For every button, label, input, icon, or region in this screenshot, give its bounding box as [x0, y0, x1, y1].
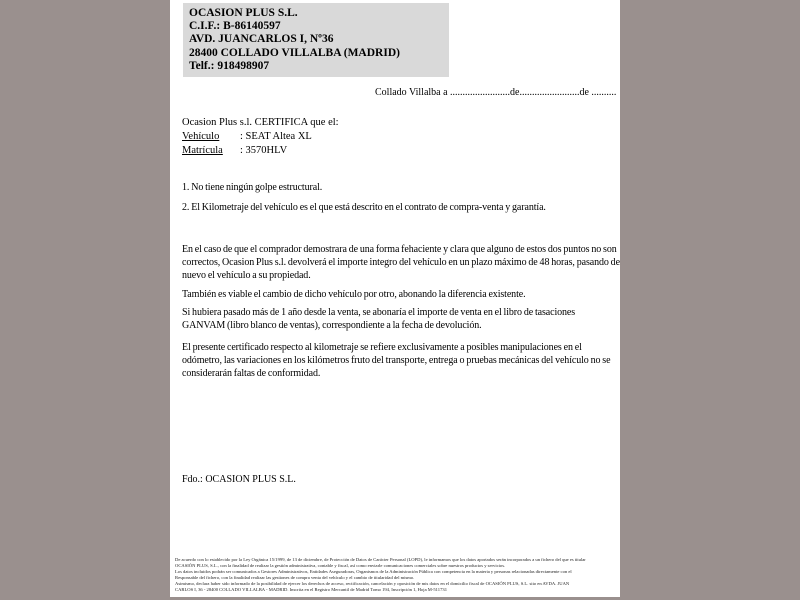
vehicle-field	[182, 130, 339, 144]
letterhead-cif: C.I.F.: B-86140597	[189, 20, 281, 33]
letterhead	[183, 3, 449, 77]
letterhead-address: AVD. JUANCARLOS I, Nº36	[189, 33, 334, 46]
legal-line: De acuerdo con lo establecido por la Ley Orgánica 15/1999, de 13 de diciembre, de Protección de Datos de Carácter Personal (LOPD), le informamos que los datos aportados serán incorporados a un fichero del que es titular	[175, 557, 586, 562]
legal-line: OCASIÓN PLUS, S.L., con la finalidad de realizar la gestión administrativa, contable y fiscal, así como enviarle comunicaciones comerciales sobre nuestros productos y servicios.	[175, 562, 506, 568]
plate-field-label: Matrícula	[182, 145, 223, 156]
legal-line: CARLOS I, 36 - 28400 COLLADO VILLALBA - MADRID. Inscrita en el Registro Mercantil de Madrid Tomo 194, Inscripción 1, Hoja M-511731	[175, 586, 447, 592]
item-2: 2. El Kilometraje del vehículo es el que está descrito en el contrato de compra-venta y garantía.	[182, 202, 546, 213]
paragraph-odometer: El presente certificado respecto al kilometraje se refiere exclusivamente a posibles manipulaciones en el odómetro, las variaciones en los kilómetros fruto del transporte, entrega o pruebas mecánicas del vehículo no se considerarán faltas de conformidad.	[182, 342, 611, 379]
body-paragraphs	[182, 243, 620, 380]
plate-field-value: : 3570HLV	[240, 145, 288, 156]
plate-field	[182, 144, 339, 158]
certify-block	[182, 116, 339, 158]
letterhead-company-name: OCASION PLUS S.L.	[189, 7, 298, 19]
vehicle-field-value: : SEAT Altea XL	[240, 131, 312, 142]
signature-line: Fdo.: OCASION PLUS S.L.	[182, 474, 296, 485]
legal-notice	[175, 557, 617, 592]
paragraph-refund: En el caso de que el comprador demostrara de una forma fehaciente y clara que alguno de estos dos puntos no son correctos, Ocasion Plus s.l. devolverá el importe integro del vehículo en un plazo máximo de 48 horas, pasando de nuevo el vehículo a su propiedad.	[182, 244, 620, 281]
item-1: 1. No tiene ningún golpe estructural.	[182, 182, 323, 193]
vehicle-field-label: Vehículo	[182, 131, 220, 142]
legal-line: Los datos incluidos podrán ser comunicados a Gestores Administrativos, Entidades Aseguradoras, Organismos de la Administración Pública con competencia en la materia y personas relacionadas directamente con el	[175, 568, 572, 574]
legal-line: Responsable del fichero, con la finalidad realizar las gestiones de compra venta del vehículo y el cambio de titularidad del mismo.	[175, 574, 415, 580]
certify-intro: Ocasion Plus s.l. CERTIFICA que el:	[182, 117, 339, 128]
numbered-items	[182, 181, 620, 214]
paragraph-ganvam: Si hubiera pasado más de 1 año desde la venta, se abonaría el importe de venta en el libro de tasaciones GANVAM (libro blanco de ventas), correspondiente a la fecha de devolución.	[182, 307, 576, 331]
legal-line: Asimismo, declara haber sido informado de la posibilidad de ejercer los derechos de acceso, rectificación, cancelación y oposición de mis datos en el domicilio fiscal de OCASIÓN PLUS, S.L. sito en AVDA. JUAN	[175, 580, 570, 586]
paragraph-exchange: También es viable el cambio de dicho vehículo por otro, abonando la diferencia existente.	[182, 289, 526, 300]
date-line: Collado Villalba a ........................de........................de ..........	[375, 87, 617, 98]
document-page	[170, 0, 620, 597]
letterhead-phone: Telf.: 918498907	[189, 59, 270, 72]
letterhead-city: 28400 COLLADO VILLALBA (MADRID)	[189, 46, 400, 59]
